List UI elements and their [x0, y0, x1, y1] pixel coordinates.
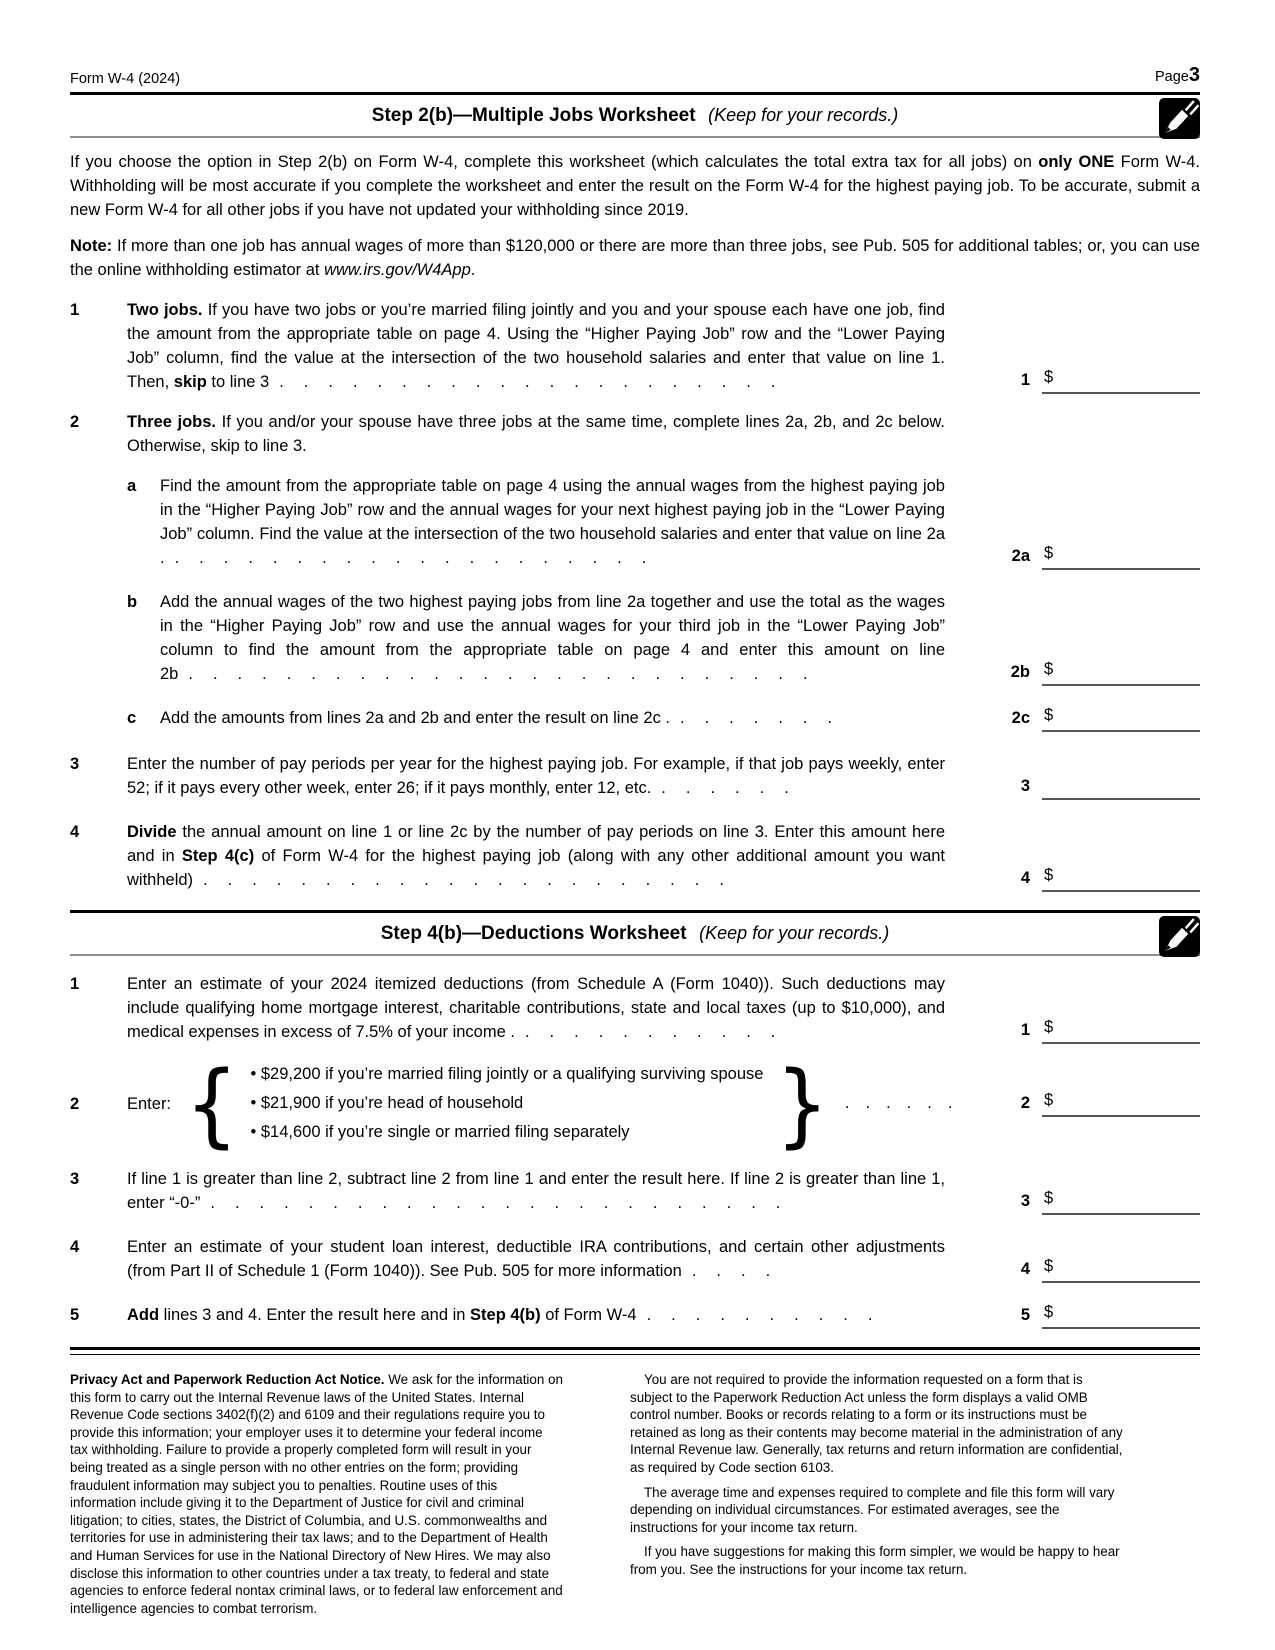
dot-leader: ........................ [210, 1194, 801, 1212]
worksheet-header-step4b [70, 910, 1200, 956]
amount-field-mjw-1[interactable] [1042, 368, 1200, 394]
privacy-act-footer [70, 1371, 1200, 1624]
filing-status-options [250, 1060, 763, 1147]
entry-area [945, 706, 1200, 732]
entry-line-label: 2b [1010, 663, 1030, 681]
entry-line-label: 1 [1020, 371, 1030, 389]
line-letter: b [127, 593, 138, 611]
dot-leader: .......... [646, 1306, 893, 1324]
line-number: 3 [70, 755, 80, 773]
option-single-separately: • $14,600 if you’re single or married filing separately [250, 1118, 763, 1147]
line-letter: a [127, 477, 137, 495]
dw-line-3 [70, 1167, 1200, 1215]
dot-leader: ....... [680, 709, 853, 727]
dot-leader: ...... [844, 1094, 969, 1112]
entry-area [945, 474, 1200, 570]
mjw-intro-paragraph: If you choose the option in Step 2(b) on Form W-4, complete this worksheet (which calculates the total extra tax for all jobs) on only ONE Form W-4. Withholding will be most accurate if you complete the worksheet and enter the result on the Form W-4 for the highest paying job. To be accurate, submit a new Form W-4 for all other jobs if you have not updated your withholding since 2019. [70, 153, 1200, 219]
line-number: 1 [70, 975, 80, 993]
entry-line-label: 4 [1020, 1260, 1030, 1278]
page-word: Page [1155, 69, 1189, 85]
keep-for-records-note: (Keep for your records.) [708, 105, 899, 125]
line-text: If line 1 is greater than line 2, subtract line 2 from line 1 and enter the result here. If line 2 is greater than line 1, enter “-0-” ........................ [127, 1170, 945, 1212]
amount-field-mjw-4[interactable] [1042, 866, 1200, 892]
line-text: Two jobs. If you have two jobs or you’re married filing jointly and you and your spouse each have one job, find the amount from the appropriate table on page 4. Using the “Higher Paying Job” row and the “Lower Paying Job” column, find the value at the intersection of the two household salaries and enter that value on line 1. Then, skip to line 3 ..................... [127, 301, 945, 391]
entry-line-label: 1 [1020, 1021, 1030, 1039]
dollar-sign: $ [1044, 1303, 1054, 1321]
line-number: 1 [70, 301, 80, 319]
footer-left-column [70, 1371, 564, 1624]
worksheet-title: Step 2(b)—Multiple Jobs Worksheet [371, 105, 696, 126]
entry-line-label: 2c [1011, 709, 1030, 727]
dollar-sign: $ [1044, 706, 1054, 724]
suggestions-paragraph: If you have suggestions for making this form simpler, we would be happy to hear from you. See the instructions for your income tax return. [630, 1544, 1120, 1577]
entry-area [945, 972, 1200, 1044]
entry-area [945, 752, 1200, 800]
mjw-line-1 [70, 298, 1200, 394]
worksheet-title: Step 4(b)—Deductions Worksheet [380, 923, 687, 944]
line-text: Enter an estimate of your student loan interest, deductible IRA contributions, and certain other adjustments (from Part II of Schedule 1 (Form 1040)). See Pub. 505 for more information .... [127, 1238, 945, 1280]
page-indicator [1155, 64, 1200, 87]
dollar-sign: $ [1044, 1090, 1054, 1109]
dollar-sign: $ [1044, 368, 1054, 386]
amount-field-dw-3[interactable] [1042, 1189, 1200, 1215]
amount-field-mjw-2b[interactable] [1042, 660, 1200, 686]
dollar-sign: $ [1044, 544, 1054, 562]
dot-leader: .................... [174, 549, 667, 567]
mjw-line-2 [70, 410, 1200, 458]
dw-line-5 [70, 1303, 1200, 1329]
dw-line-1 [70, 972, 1200, 1044]
pay-periods-field-mjw-3[interactable] [1042, 774, 1200, 800]
entry-line-label: 5 [1020, 1306, 1030, 1324]
amount-field-dw-4[interactable] [1042, 1257, 1200, 1283]
dot-leader: .... [691, 1262, 791, 1280]
average-time-paragraph: The average time and expenses required to complete and file this form will vary depending on individual circumstances. For estimated averages, see the instructions for your income tax return. [630, 1484, 1115, 1535]
amount-field-mjw-2c[interactable] [1042, 706, 1200, 732]
entry-area [945, 1235, 1200, 1283]
entry-line-label: 4 [1020, 869, 1030, 887]
footer-right-column [630, 1371, 1124, 1624]
dollar-sign: $ [1044, 866, 1054, 884]
line-number: 4 [70, 823, 80, 841]
entry-area [945, 410, 1200, 458]
enter-label: Enter: [127, 1094, 172, 1113]
pencil-icon [1159, 916, 1200, 957]
mjw-line-2b [70, 590, 1200, 686]
line-number: 2 [70, 1094, 80, 1113]
line-text: Divide the annual amount on line 1 or line 2c by the number of pay periods on line 3. Enter this amount here and in Step 4(c) of Form W-4 for the highest paying job (along with any other additional amount you want withheld) ...................... [127, 823, 946, 889]
amount-field-dw-1[interactable] [1042, 1018, 1200, 1044]
mjw-line-2c [70, 706, 1200, 732]
mjw-note-paragraph: Note: If more than one job has annual wages of more than $120,000 or there are more than three jobs, see Pub. 505 for additional tables; or, you can use the online withholding estimator at www.irs.gov/W4App. [70, 237, 1200, 279]
entry-area [945, 1167, 1200, 1215]
line-text: Enter an estimate of your 2024 itemized deductions (from Schedule A (Form 1040)). Such deductions may include qualifying home mortgage interest, charitable contributions, state and local taxes (up to $10,000), and medical expenses in excess of 7.5% of your income . ........... [127, 975, 945, 1041]
amount-field-dw-5[interactable] [1042, 1303, 1200, 1329]
worksheet-end-rule [70, 1347, 1200, 1355]
dot-leader: ..................... [279, 373, 796, 391]
entry-area [945, 590, 1200, 686]
dollar-sign: $ [1044, 660, 1054, 678]
line-number: 3 [70, 1170, 80, 1188]
line-text: Add the annual wages of the two highest paying jobs from line 2a together and use the total as the wages in the “Higher Paying Job” row and use the annual wages for your third job in the “Lower Paying Job” column to find the amount from the appropriate table on page 4 and enter this amount on line 2b .......................... [160, 593, 945, 683]
open-brace: { [185, 1050, 239, 1157]
dw-line-2 [70, 1050, 1200, 1157]
dot-leader: ...... [661, 779, 809, 797]
entry-line-label: 2 [1020, 1093, 1030, 1112]
dot-leader: .......................... [188, 665, 828, 683]
amount-field-mjw-2a[interactable] [1042, 544, 1200, 570]
line-letter: c [127, 709, 137, 727]
worksheet-header-step2b [70, 95, 1200, 138]
privacy-act-notice: Privacy Act and Paperwork Reduction Act Notice. We ask for the information on this form to carry out the Internal Revenue laws of the United States. Internal Revenue Code sections 3402(f)(2) and 6109 and their regulations require you to provide this information; your employer uses it to determine your federal income tax withholding. Failure to provide a properly completed form will result in your being treated as a single person with no other entries on the form; providing fraudulent information may subject you to penalties. Routine uses of this information include giving it to the Department of Justice for civil and criminal litigation; to cities, states, the District of Columbia, and U.S. commonwealths and territories for use in administering their tax laws; and to the Department of Health and Human Services for use in the National Directory of New Hires. We may also disclose this information to other countries under a tax treaty, to federal and state agencies to enforce federal nontax criminal laws, or to federal law enforcement and intelligence agencies to combat terrorism. [70, 1372, 563, 1616]
line-text: Find the amount from the appropriate table on page 4 using the annual wages from the highest paying job in the “Higher Paying Job” row and the annual wages for your next highest paying job in the “Lower Paying Job” column. Find the value at the intersection of the two household salaries and enter that value on line 2a . .................... [160, 477, 945, 567]
mjw-line-2a [70, 474, 1200, 570]
dollar-sign: $ [1044, 1189, 1054, 1207]
amount-field-dw-2[interactable] [1042, 1091, 1200, 1117]
paperwork-reduction-paragraph: You are not required to provide the information requested on a form that is subject to the Paperwork Reduction Act unless the form displays a valid OMB control number. Books or records relating to a form or its instructions must be retained as long as their contents may become material in the administration of any Internal Revenue law. Generally, tax returns and return information are confidential, as required by Code section 6103. [630, 1372, 1123, 1475]
dot-leader: ........... [524, 1023, 796, 1041]
line-number: 5 [70, 1306, 80, 1324]
entry-area [945, 1303, 1200, 1329]
option-married-jointly: • $29,200 if you’re married filing jointly or a qualifying surviving spouse [250, 1060, 763, 1089]
page-header [70, 64, 1200, 95]
dw-line-4 [70, 1235, 1200, 1283]
dollar-sign: $ [1044, 1018, 1054, 1036]
pencil-icon [1159, 98, 1200, 139]
mjw-line-3 [70, 752, 1200, 800]
entry-area [945, 820, 1200, 892]
line-number: 2 [70, 413, 80, 431]
entry-area [945, 1060, 1200, 1147]
entry-line-label: 3 [1020, 777, 1030, 795]
page-number: 3 [1188, 64, 1200, 86]
line-text: Add lines 3 and 4. Enter the result here and in Step 4(b) of Form W-4 .......... [127, 1306, 893, 1324]
line-text: Add the amounts from lines 2a and 2b and enter the result on line 2c . ....... [160, 709, 853, 727]
line-text: Enter the number of pay periods per year for the highest paying job. For example, if that job pays weekly, enter 52; if it pays every other week, enter 26; if it pays monthly, enter 12, etc. ...... [127, 755, 945, 797]
keep-for-records-note: (Keep for your records.) [699, 923, 890, 943]
option-head-of-household: • $21,900 if you’re head of household [250, 1089, 763, 1118]
entry-line-label: 2a [1011, 547, 1030, 565]
enter-options-group [127, 1050, 969, 1157]
mjw-line-4 [70, 820, 1200, 892]
form-id: Form W-4 (2024) [70, 71, 181, 87]
dollar-sign: $ [1044, 1257, 1054, 1275]
entry-line-label: 3 [1020, 1192, 1030, 1210]
close-brace: } [775, 1050, 829, 1157]
line-number: 4 [70, 1238, 80, 1256]
entry-area [945, 298, 1200, 394]
dot-leader: ...................... [203, 871, 744, 889]
line-text: Three jobs. If you and/or your spouse have three jobs at the same time, complete lines 2a, 2b, and 2c below. Otherwise, skip to line 3. [127, 413, 945, 455]
